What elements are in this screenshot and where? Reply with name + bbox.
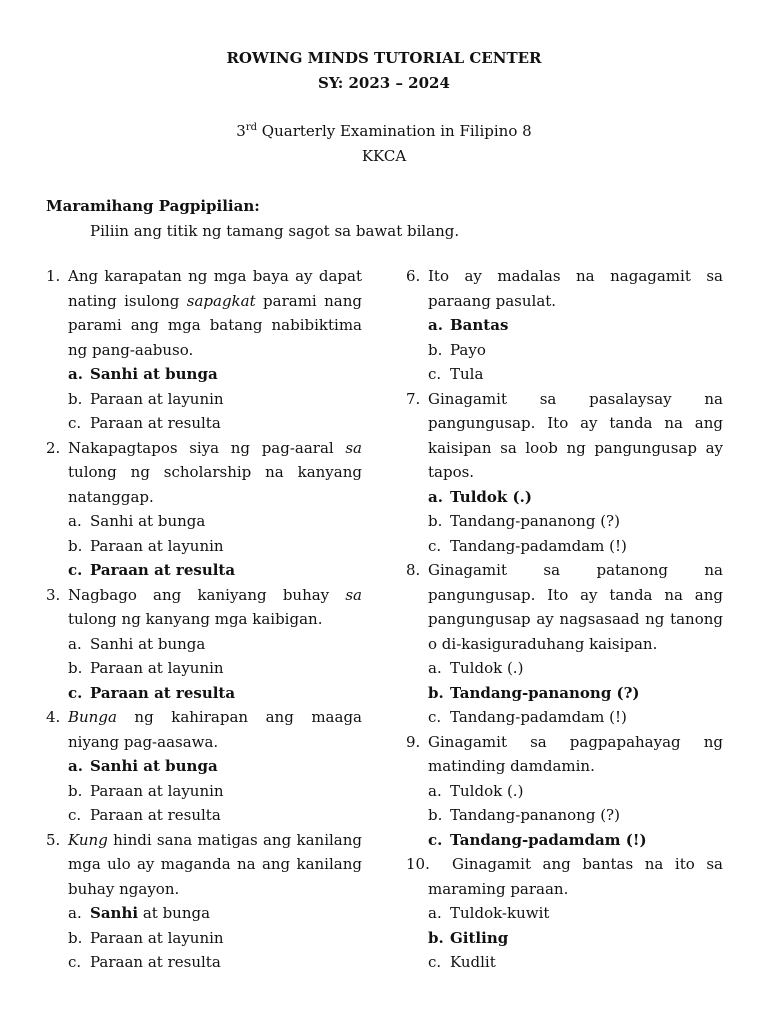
school-name: ROWING MINDS TUTORIAL CENTER <box>226 49 542 67</box>
exam-title-text: Quarterly Examination in Filipino 8 <box>257 122 532 140</box>
option-correct: b. Tandang-pananong (?) <box>428 683 640 702</box>
question-8-options <box>428 656 723 730</box>
option-correct: c. Paraan at resulta <box>68 683 236 702</box>
exam-title <box>0 119 768 144</box>
question-5 <box>46 828 362 902</box>
option-correct: a. Tuldok (.) <box>428 487 532 506</box>
option: a. Sanhi at bunga <box>68 512 206 530</box>
option-correct: a. Bantas <box>428 316 509 334</box>
question-10 <box>406 852 723 901</box>
question-number: 8. <box>406 561 421 579</box>
option-correct: a. Sanhi at bunga <box>68 365 218 383</box>
question-8 <box>406 558 723 656</box>
option-correct: a. Sanhi at bunga <box>68 904 211 922</box>
option: a. Sanhi at bunga <box>68 634 206 653</box>
option: c. Paraan at resulta <box>68 953 221 971</box>
exam-header <box>0 46 768 168</box>
question-text: Ginagamit sa pasalaysay na pangungusap. Ito ay tanda na ang kaisipan sa loob ng pangungusap ay tapos. <box>428 389 723 481</box>
option: b. Payo <box>428 340 486 359</box>
option: a. Tuldok (.) <box>428 781 524 800</box>
question-4 <box>46 705 362 754</box>
question-number: 2. <box>46 438 61 457</box>
option: b. Tandang-pananong (?) <box>428 512 620 530</box>
question-number: 3. <box>46 585 61 604</box>
question-number: 9. <box>406 732 421 751</box>
question-1 <box>46 264 362 362</box>
question-text: Kung hindi sana matigas ang kanilang mga ulo ay maganda na ang kanilang buhay ngayon. <box>68 830 362 898</box>
option-correct: b. Gitling <box>428 928 509 947</box>
question-number: 7. <box>406 389 421 408</box>
question-text: Ginagamit sa patanong na pangungusap. Ito ay tanda na ang pangungusap ay nagsasaad ng tanong o di-kasiguraduhang kaisipan. <box>428 561 723 653</box>
question-2-options <box>68 509 362 583</box>
section-title: Maramihang Pagpipilian: <box>46 197 260 215</box>
option: b. Tandang-pananong (?) <box>428 806 620 824</box>
instructions-section <box>46 194 459 243</box>
option: b. Paraan at layunin <box>68 928 224 947</box>
question-text: Ginagamit ang bantas na ito sa maraming paraan. <box>428 855 723 898</box>
question-number: 1. <box>46 267 61 285</box>
exam-code: KKCA <box>361 146 407 165</box>
question-1-options <box>68 362 362 436</box>
option: c. Tandang-padamdam (!) <box>428 708 627 726</box>
option: b. Paraan at layunin <box>68 536 224 555</box>
question-text: Ginagamit sa pagpapahayag ng matinding damdamin. <box>428 732 723 775</box>
option: b. Paraan at layunin <box>68 389 224 408</box>
option: a. Tuldok (.) <box>428 659 524 677</box>
exam-ordinal: 3 <box>236 122 246 140</box>
option: b. Paraan at layunin <box>68 659 224 677</box>
question-9 <box>406 730 723 779</box>
option: c. Paraan at resulta <box>68 414 221 432</box>
question-10-options <box>428 901 723 975</box>
question-9-options <box>428 779 723 853</box>
question-3-options <box>68 632 362 706</box>
question-6-options <box>428 313 723 387</box>
question-number: 6. <box>406 267 421 285</box>
question-text: Ang karapatan ng mga baya ay dapat nating isulong sapagkat parami nang parami ang mga batang nabibiktima ng pang-aabuso. <box>68 267 362 359</box>
option-correct: c. Tandang-padamdam (!) <box>428 830 647 849</box>
question-text: Nagbago ang kaniyang buhay sa tulong ng kanyang mga kaibigan. <box>68 585 362 628</box>
question-number: 4. <box>46 708 61 726</box>
question-5-options <box>68 901 362 975</box>
right-column <box>406 264 723 975</box>
question-7 <box>406 387 723 485</box>
school-year: SY: 2023 – 2024 <box>318 73 450 92</box>
option: c. Paraan at resulta <box>68 806 221 824</box>
question-2 <box>46 436 362 510</box>
question-7-options <box>428 485 723 559</box>
option: c. Kudlit <box>428 953 496 971</box>
option-correct: a. Sanhi at bunga <box>68 757 218 775</box>
option: a. Tuldok-kuwit <box>428 904 550 922</box>
question-number: 10. <box>406 855 430 873</box>
option: b. Paraan at layunin <box>68 781 224 800</box>
exam-ordinal-suffix: rd <box>245 122 258 133</box>
question-text: Bunga ng kahirapan ang maaga niyang pag-aasawa. <box>68 708 362 751</box>
question-text: Nakapagtapos siya ng pag-aaral sa tulong ng scholarship na kanyang natanggap. <box>68 438 362 506</box>
question-3 <box>46 583 362 632</box>
section-instruction: Piliin ang titik ng tamang sagot sa bawat bilang. <box>90 221 460 240</box>
question-number: 5. <box>46 830 61 849</box>
option: c. Tandang-padamdam (!) <box>428 536 627 555</box>
option-correct: c. Paraan at resulta <box>68 561 236 579</box>
question-4-options <box>68 754 362 828</box>
option: c. Tula <box>428 365 484 383</box>
left-column <box>46 264 362 975</box>
question-text: Ito ay madalas na nagagamit sa paraang pasulat. <box>428 267 723 310</box>
question-6 <box>406 264 723 313</box>
